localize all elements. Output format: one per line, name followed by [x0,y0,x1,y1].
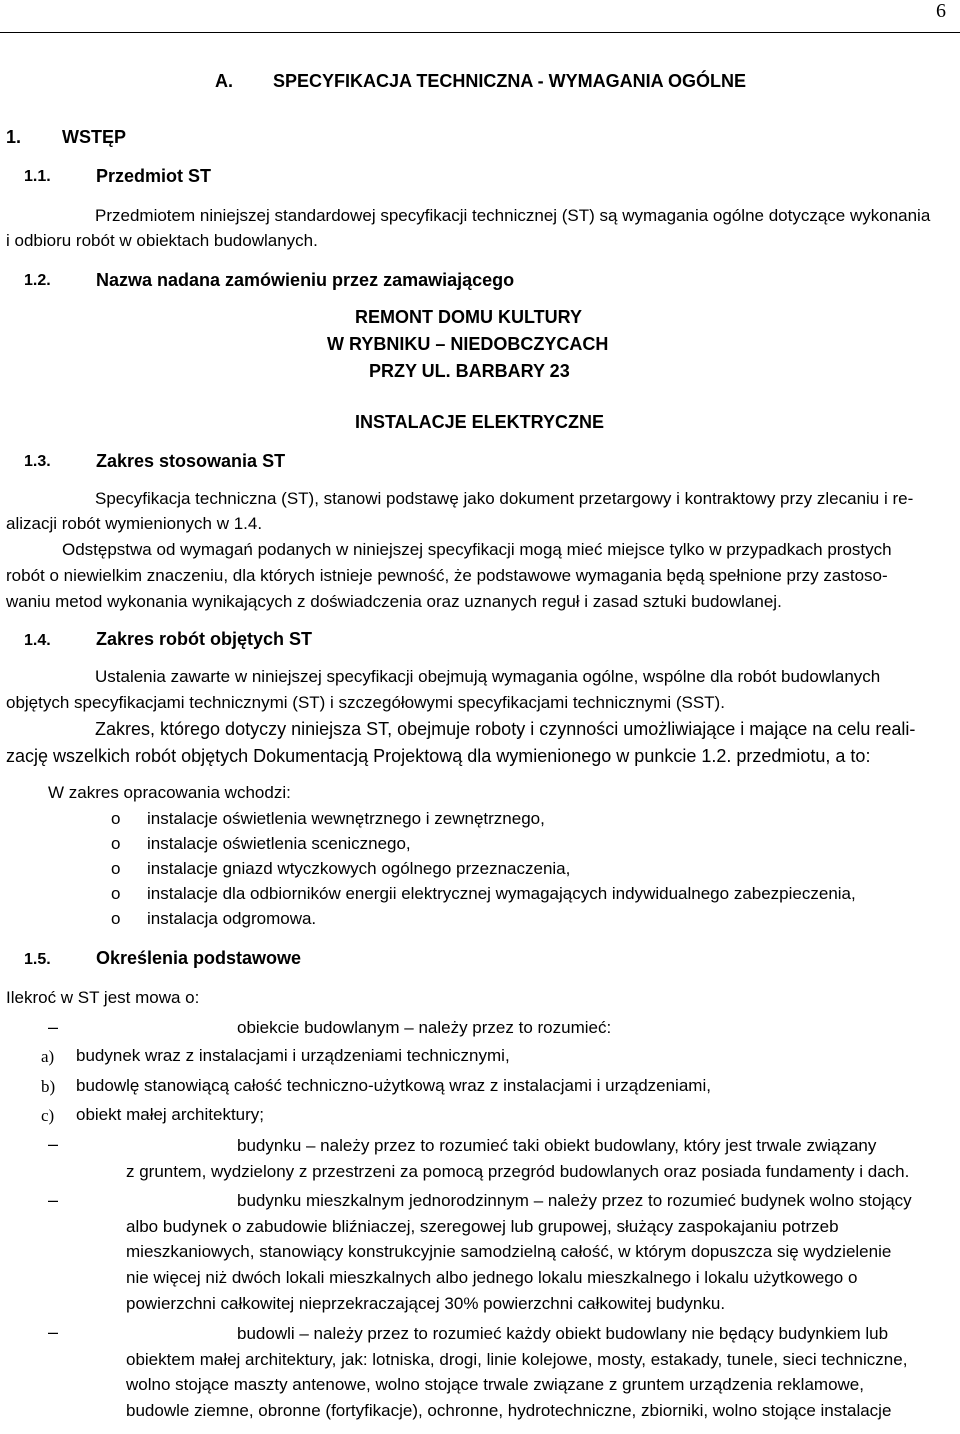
section-1-1-title: Przedmiot ST [96,166,212,186]
section-1-4-title: Zakres robót objętych ST [96,629,313,649]
s13-p2-line-1: Odstępstwa od wymagań podanych w niniejszej specyfikacji mogą mieć miejsce tylko w przypadkach prostych [62,540,892,559]
heading-a-title: SPECYFIKACJA TECHNICZNA - WYMAGANIA OGÓLNE [273,71,747,91]
list-item: instalacje dla odbiorników energii elektrycznej wymagających indywidualnego zabezpieczenia, [147,884,856,903]
dash-marker: – [48,1017,59,1037]
order-name-line-3: PRZY UL. BARBARY 23 [369,361,570,381]
section-1-title: WSTĘP [62,127,127,147]
bullet-marker: o [111,834,121,853]
dash-marker: – [48,1134,59,1154]
bullet-marker: o [111,884,121,903]
order-name-line-4: INSTALACJE ELEKTRYCZNE [355,412,605,432]
definition-house-line-5: powierzchni całkowitej nieprzekraczającej 30% powierzchni całkowitej budynku. [126,1294,726,1313]
s13-p2-line-3: waniu metod wykonania wynikających z doświadczenia oraz uznanych reguł i zasad sztuki budowlanej. [6,592,782,611]
s13-p1-line-2: alizacji robót wymienionych w 1.4. [6,514,263,533]
definition-structure-line-3: wolno stojące maszty antenowe, wolno stojące trwale związane z gruntem urządzenia reklamowe, [126,1375,864,1394]
list-item: instalacja odgromowa. [147,909,317,928]
order-name-line-2: W RYBNIKU – NIEDOBCZYCACH [327,334,609,354]
section-1-4-number: 1.4. [24,632,51,649]
page-number: 6 [936,0,946,22]
sublist-item-a: budynek wraz z instalacjami i urządzeniami technicznymi, [76,1046,510,1065]
s13-p1-line-1: Specyfikacja techniczna (ST), stanowi podstawę jako dokument przetargowy i kontraktowy przy zlecaniu i re- [95,489,914,508]
s14-p2-line-2: zację wszelkich robót objętych Dokumentacją Projektową dla wymienionego w punkcie 1.2. przedmiotu, a to: [6,746,871,766]
s11-paragraph-line-1: Przedmiotem niniejszej standardowej specyfikacji technicznej (ST) są wymagania ogólne dotyczące wykonania [95,206,931,225]
bullet-marker: o [111,809,121,828]
definition-house-line-4: nie więcej niż dwóch lokali mieszkalnych albo jednego lokalu mieszkalnego i lokalu użytkowego o [126,1268,858,1287]
definition-house-line-2: albo budynek o zabudowie bliźniaczej, szeregowej lub grupowej, służący zaspokajaniu potrzeb [126,1217,839,1236]
s14-p2-line-1: Zakres, którego dotyczy niniejsza ST, obejmuje roboty i czynności umożliwiające i mające na celu reali- [95,719,916,739]
definition-structure-line-2: obiektem małej architektury, jak: lotniska, drogi, linie kolejowe, mosty, estakady, tunele, sieci techniczne, [126,1350,908,1369]
list-item: instalacje oświetlenia scenicznego, [147,834,411,853]
dash-marker: – [48,1190,59,1210]
s14-p1-line-2: objętych specyfikacjami technicznymi (ST) i szczegółowymi specyfikacjami technicznymi (SST). [6,693,725,712]
section-1-1-number: 1.1. [24,168,51,185]
dash-marker: – [48,1322,59,1342]
scope-intro: W zakres opracowania wchodzi: [48,783,291,802]
heading-a-number: A. [215,71,233,91]
section-1-2-title: Nazwa nadana zamówieniu przez zamawiającego [96,270,515,290]
sublist-marker-b: b) [41,1077,56,1096]
section-1-number: 1. [6,127,22,147]
sublist-item-c: obiekt małej architektury; [76,1105,265,1124]
sublist-marker-c: c) [41,1106,55,1125]
definition-building-line-2: z gruntem, wydzielony z przestrzeni za pomocą przegród budowlanych oraz posiada fundamenty i dach. [126,1162,910,1181]
order-name-line-1: REMONT DOMU KULTURY [355,307,582,327]
bullet-marker: o [111,909,121,928]
definition-building-line-1: budynku – należy przez to rozumieć taki obiekt budowlany, który jest trwale związany [237,1136,877,1155]
list-item: instalacje gniazd wtyczkowych ogólnego przeznaczenia, [147,859,571,878]
sublist-marker-a: a) [41,1047,55,1066]
sublist-item-b: budowlę stanowiącą całość techniczno-użytkową wraz z instalacjami i urządzeniami, [76,1076,711,1095]
definition-structure-line-4: budowle ziemne, obronne (fortyfikacje), ochronne, hydrotechniczne, zbiorniki, wolno stojące instalacje [126,1401,892,1420]
section-1-3-title: Zakres stosowania ST [96,451,286,471]
s11-paragraph-line-2: i odbioru robót w obiektach budowlanych. [6,231,318,250]
definition-structure-line-1: budowli – należy przez to rozumieć każdy obiekt budowlany nie będący budynkiem lub [237,1324,889,1343]
s14-p1-line-1: Ustalenia zawarte w niniejszej specyfikacji obejmują wymagania ogólne, wspólne dla robót budowlanych [95,667,881,686]
section-1-5-title: Określenia podstawowe [96,948,302,968]
header-rule [0,32,960,33]
s13-p2-line-2: robót o niewielkim znaczeniu, dla których istnieje pewność, że podstawowe wymagania będą spełnione przy zastoso- [6,566,888,585]
section-1-3-number: 1.3. [24,453,51,470]
list-item: instalacje oświetlenia wewnętrznego i zewnętrznego, [147,809,545,828]
definition-house-line-3: mieszkaniowych, stanowiący konstrukcyjnie samodzielną całość, w którym dopuszcza się wydzielenie [126,1242,892,1261]
bullet-marker: o [111,859,121,878]
definition-house-line-1: budynku mieszkalnym jednorodzinnym – należy przez to rozumieć budynek wolno stojący [237,1191,912,1210]
section-1-2-number: 1.2. [24,272,51,289]
definition-building-object: obiekcie budowlanym – należy przez to rozumieć: [237,1018,612,1037]
section-1-5-number: 1.5. [24,951,51,968]
definitions-intro: Ilekroć w ST jest mowa o: [6,988,200,1007]
